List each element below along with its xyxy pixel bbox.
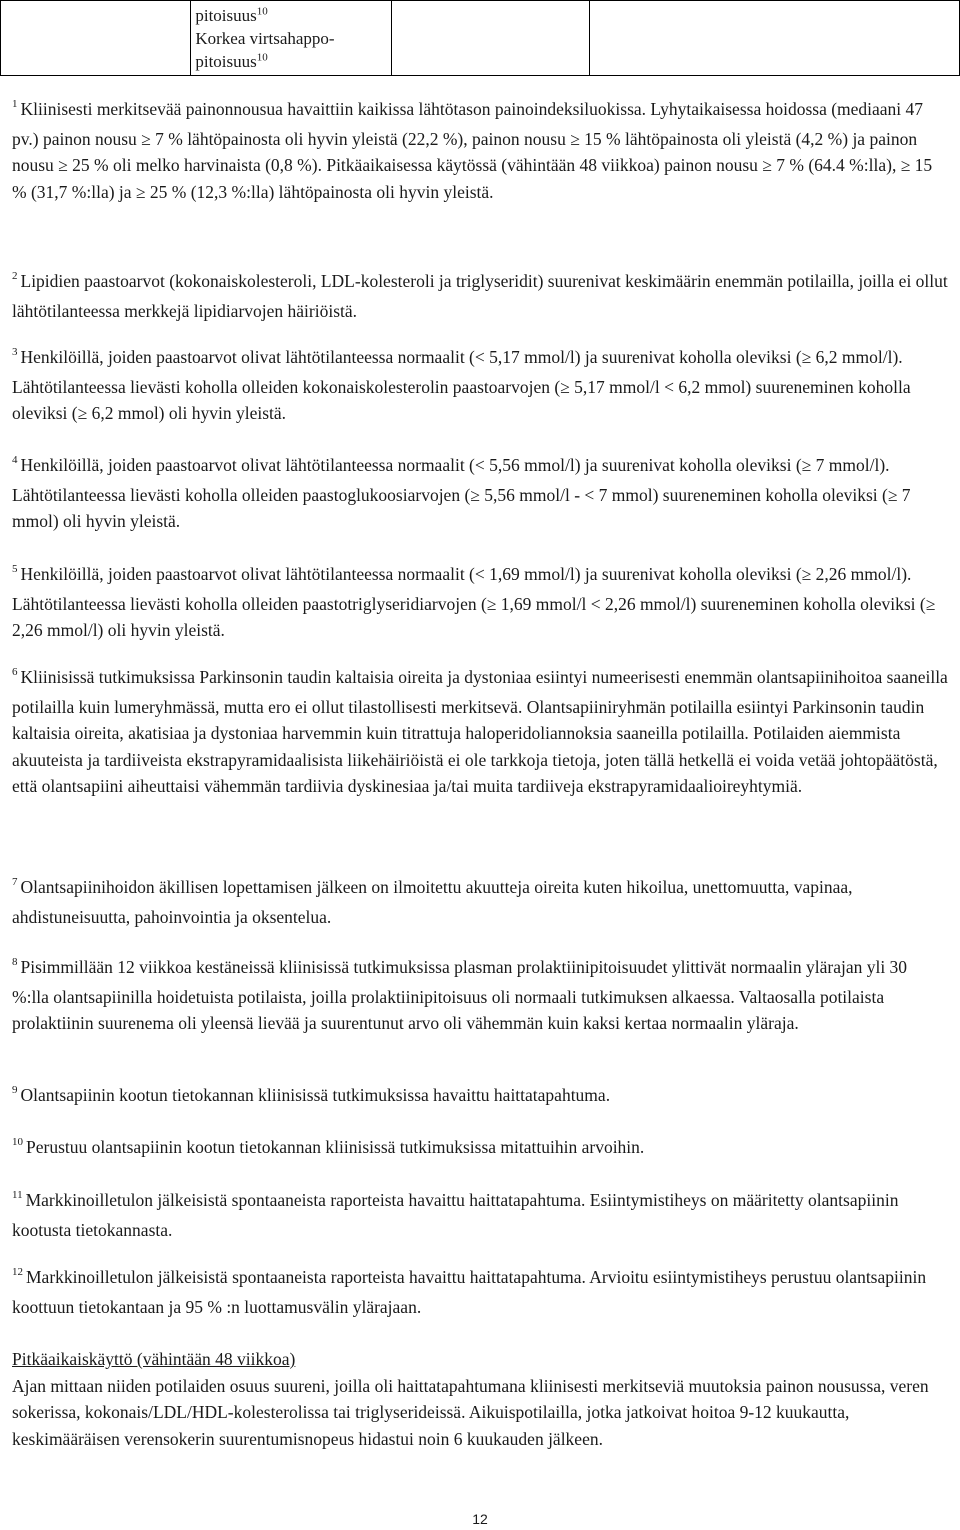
cell-line: pitoisuus [195,6,257,25]
footnote-number: 1 [12,98,18,110]
footnote-text: Lipidien paastoarvot (kokonaiskolesteroli, LDL-kolesteroli ja triglyseridit) suurenivat keskimäärin enemmän potilailla, joilla ei ollut lähtötilanteessa merkkejä lipidiarvojen häiriöistä. [12,271,948,321]
footnote-text: Henkilöillä, joiden paastoarvot olivat lähtötilanteessa normaalit (< 1,69 mmol/l) ja suurenivat koholla oleviksi (≥ 2,26 mmol/l). Lähtötilanteessa lievästi koholla olleiden paastotriglyseridiarvojen (≥ 1,69 mmol/l < 2,26 mmol/l) suureneminen koholla oleviksi (≥ 2,26 mmol/l) oli hyvin yleistä. [12,564,936,640]
footnote-text: Kliinisesti merkitsevää painonnousua havaittiin kaikissa lähtötason painoindeksiluokissa. Lyhytaikaisessa hoidossa (mediaani 47 pv.) painon nousu ≥ 7 % lähtöpainosta oli hyvin yleistä (22,2 %), painon nousu ≥ 15 % lähtöpainosta oli yleistä (4,2 %) ja painon nousu ≥ 25 % oli melko harvinaista (0,8 %). Pitkäaikaisessa käytössä (vähintään 48 viikkoa) painon nousu ≥ 7 % (64.4 %:lla), ≥ 15 % (31,7 %:lla) ja ≥ 25 % (12,3 %:lla) lähtöpainosta oli hyvin yleistä. [12,99,933,202]
footnote-3 [12,344,948,427]
footnote-text: Markkinoilletulon jälkeisistä spontaaneista raporteista havaittu haittatapahtuma. Arvioitu esiintymistiheys perustuu olantsapiinin koottuun tietokantaan ja 95 % :n luottamusvälin ylärajaan. [12,1267,927,1317]
footnote-5 [12,561,948,644]
section-body: Ajan mittaan niiden potilaiden osuus suureni, joilla oli haittatapahtumana kliinisesti merkitseviä muutoksia painon nousussa, veren sokerissa, kokonais/LDL/HDL-kolesterolissa tai triglyserideissä. Aikuispotilailla, jotka jatkoivat hoitoa 9-12 kuukautta, keskimääräisen verensokerin suurentumisnopeus hidastui noin 6 kuukauden jälkeen. [12,1375,929,1449]
footnote-1 [12,96,948,205]
table-cell-condition [191,1,392,76]
footnote-12 [12,1264,948,1320]
cell-line: Korkea virtsahappo- [195,29,335,48]
footnote-text: Olantsapiinin kootun tietokannan kliinisissä tutkimuksissa havaittu haittatapahtuma. [20,1085,611,1105]
footnote-text: Kliinisissä tutkimuksissa Parkinsonin taudin kaltaisia oireita ja dystoniaa esiintyi numeerisesti enemmän olantsapiinihoitoa saaneilla potilailla kuin lumeryhmässä, mutta ero ei ollut tilastollisesti merkitsevä. Olantsapiiniryhmän potilailla esiintyi Parkinsonin taudin kaltaisia oireita, akatisiaa ja dystoniaa harvemmin kuin titrattuja haloperidoliannoksia saaneilla potilailla. Potilaiden aiemmista akuuteista ja tardiiveista ekstrapyramidaalisista liikehäiriöistä ei ole tarkkoja tietoja, joten tällä hetkellä ei voida vetää johtopäätöstä, että olantsapiini aiheuttaisi vähemmän tardiivia dyskinesiaa ja/tai muita tardiiveja ekstrapyramidaalioireyhtymiä. [12,667,948,796]
footnote-7 [12,874,948,930]
adverse-effects-table-fragment [0,0,960,76]
footnote-number: 5 [12,563,18,575]
table-row [1,1,960,76]
footnote-number: 9 [12,1084,18,1096]
footnote-6 [12,664,948,800]
page-number: 12 [472,1511,488,1527]
footnote-number: 4 [12,454,18,466]
section-heading: Pitkäaikaiskäyttö (vähintään 48 viikkoa) [12,1349,296,1369]
table-cell-empty [1,1,191,76]
footnote-number: 12 [12,1266,23,1278]
footnote-text: Pisimmillään 12 viikkoa kestäneissä kliinisissä tutkimuksissa plasman prolaktiinipitoisuudet ylittivät normaalin ylärajan yli 30 %:lla olantsapiinilla hoidetuista potilaista, joilla prolaktiinipitoisuus oli normaali tutkimuksen alkaessa. Valtaosalla potilaista prolaktiinin suurenema oli yleensä lievää ja suurentunut arvo oli vähemmän kuin kaksi kertaa normaalin yläraja. [12,957,908,1033]
footnote-text: Perustuu olantsapiinin kootun tietokannan kliinisissä tutkimuksissa mitattuihin arvoihin. [26,1137,645,1157]
footnote-10 [12,1134,948,1164]
table-cell-empty [590,1,960,76]
footnote-text: Henkilöillä, joiden paastoarvot olivat lähtötilanteessa normaalit (< 5,17 mmol/l) ja suurenivat koholla oleviksi (≥ 6,2 mmol/l). Lähtötilanteessa lievästi koholla olleiden kokonaiskolesterolin paastoarvojen (≥ 5,17 mmol/l < 6,2 mmol) suureneminen koholla oleviksi (≥ 6,2 mmol) oli hyvin yleistä. [12,347,911,423]
table-cell-empty [391,1,589,76]
footnote-ref: 10 [256,51,268,64]
footnote-number: 6 [12,666,18,678]
footnote-number: 10 [12,1136,23,1148]
footnote-11 [12,1187,948,1243]
footnote-number: 7 [12,876,18,888]
footnote-number: 2 [12,270,18,282]
footnote-9 [12,1082,948,1112]
longterm-section [12,1346,948,1452]
footnote-text: Markkinoilletulon jälkeisistä spontaaneista raporteista havaittu haittatapahtuma. Esiintymistiheys on määritetty olantsapiinin kootusta tietokannasta. [12,1190,899,1240]
footnote-8 [12,954,948,1037]
footnote-number: 8 [12,956,18,968]
footnote-number: 3 [12,346,18,358]
footnote-2 [12,268,948,324]
footnote-text: Olantsapiinihoidon äkillisen lopettamisen jälkeen on ilmoitettu akuutteja oireita kuten hikoilua, unettomuutta, vapinaa, ahdistuneisuutta, pahoinvointia ja oksentelua. [12,877,853,927]
footnote-4 [12,452,948,535]
footnote-text: Henkilöillä, joiden paastoarvot olivat lähtötilanteessa normaalit (< 5,56 mmol/l) ja suurenivat koholla oleviksi (≥ 7 mmol/l). Lähtötilanteessa lievästi koholla olleiden paastoglukoosiarvojen (≥ 5,56 mmol/l - < 7 mmol) suureneminen koholla oleviksi (≥ 7 mmol) oli hyvin yleistä. [12,455,911,531]
footnote-ref: 10 [256,5,268,18]
footnote-number: 11 [12,1189,23,1201]
cell-line: pitoisuus [195,52,257,71]
